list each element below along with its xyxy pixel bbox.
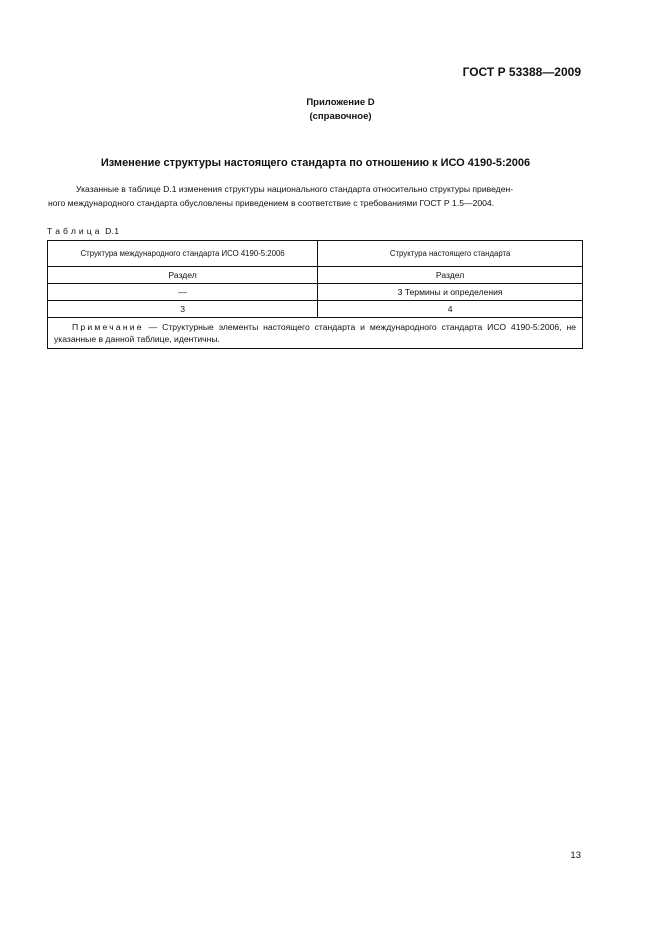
note-label: Примечание	[72, 322, 144, 332]
annex-header	[0, 96, 661, 124]
header-cell-national: Структура настоящего стандарта	[318, 241, 583, 267]
page-number: 13	[570, 850, 581, 861]
table-note	[48, 318, 583, 349]
body-paragraph	[48, 183, 583, 210]
table-row	[48, 284, 583, 301]
note-text: — Структурные элементы настоящего стандарта и международного стандарта ИСО 4190-5:2006, не указанные в данной таблице, идентичны.	[54, 322, 576, 344]
table-cell: Раздел	[318, 267, 583, 284]
table-cell: —	[48, 284, 318, 301]
document-code: ГОСТ Р 53388—2009	[462, 65, 581, 79]
annex-title: Приложение D	[306, 97, 375, 108]
paragraph-line-1: Указанные в таблице D.1 изменения структуры национального стандарта относительно структуры приведен-	[76, 184, 514, 194]
table-header-row	[48, 241, 583, 267]
structure-table	[47, 240, 583, 349]
table-cell: Раздел	[48, 267, 318, 284]
table-cell: 4	[318, 301, 583, 318]
table-cell: 3 Термины и определения	[318, 284, 583, 301]
table-caption: Т а б л и ц а D.1	[47, 226, 120, 236]
table-row	[48, 267, 583, 284]
paragraph-line-2: ного международного стандарта обусловлены приведением в соответствие с требованиями ГОСТ Р 1.5—2004.	[48, 197, 495, 208]
table-row	[48, 301, 583, 318]
section-heading: Изменение структуры настоящего стандарта по отношению к ИСО 4190-5:2006	[100, 157, 531, 169]
annex-subtitle: (справочное)	[309, 111, 372, 122]
table-note-row	[48, 318, 583, 349]
table-cell: 3	[48, 301, 318, 318]
header-cell-international: Структура международного стандарта ИСО 4190-5:2006	[48, 241, 318, 267]
